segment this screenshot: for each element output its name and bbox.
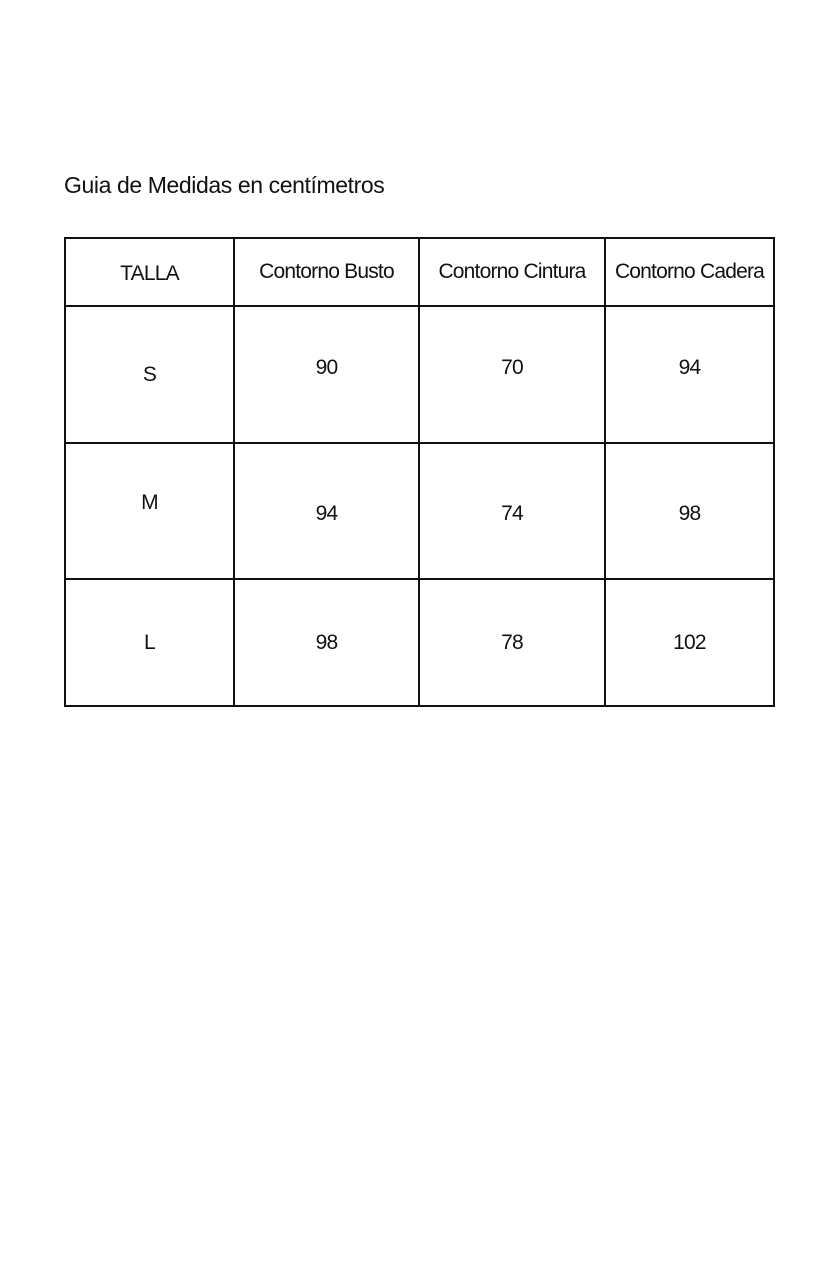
cell-cadera: 98 — [605, 443, 774, 579]
cell-busto: 90 — [234, 306, 419, 443]
cell-talla: M — [65, 443, 234, 579]
page-title: Guia de Medidas en centímetros — [64, 172, 385, 198]
table-row — [65, 443, 774, 579]
cell-busto: 94 — [234, 443, 419, 579]
size-guide-table — [64, 237, 775, 707]
table-row — [65, 306, 774, 443]
cell-cintura: 70 — [419, 306, 605, 443]
header-contorno-cintura: Contorno Cintura — [419, 238, 605, 306]
cell-talla: S — [65, 306, 234, 443]
table-header-row — [65, 238, 774, 306]
cell-busto: 98 — [234, 579, 419, 706]
cell-cintura: 78 — [419, 579, 605, 706]
cell-cadera: 94 — [605, 306, 774, 443]
header-contorno-busto: Contorno Busto — [234, 238, 419, 306]
cell-cadera: 102 — [605, 579, 774, 706]
header-talla: TALLA — [65, 238, 234, 306]
table-row — [65, 579, 774, 706]
cell-talla: L — [65, 579, 234, 706]
cell-cintura: 74 — [419, 443, 605, 579]
header-contorno-cadera: Contorno Cadera — [605, 238, 774, 306]
